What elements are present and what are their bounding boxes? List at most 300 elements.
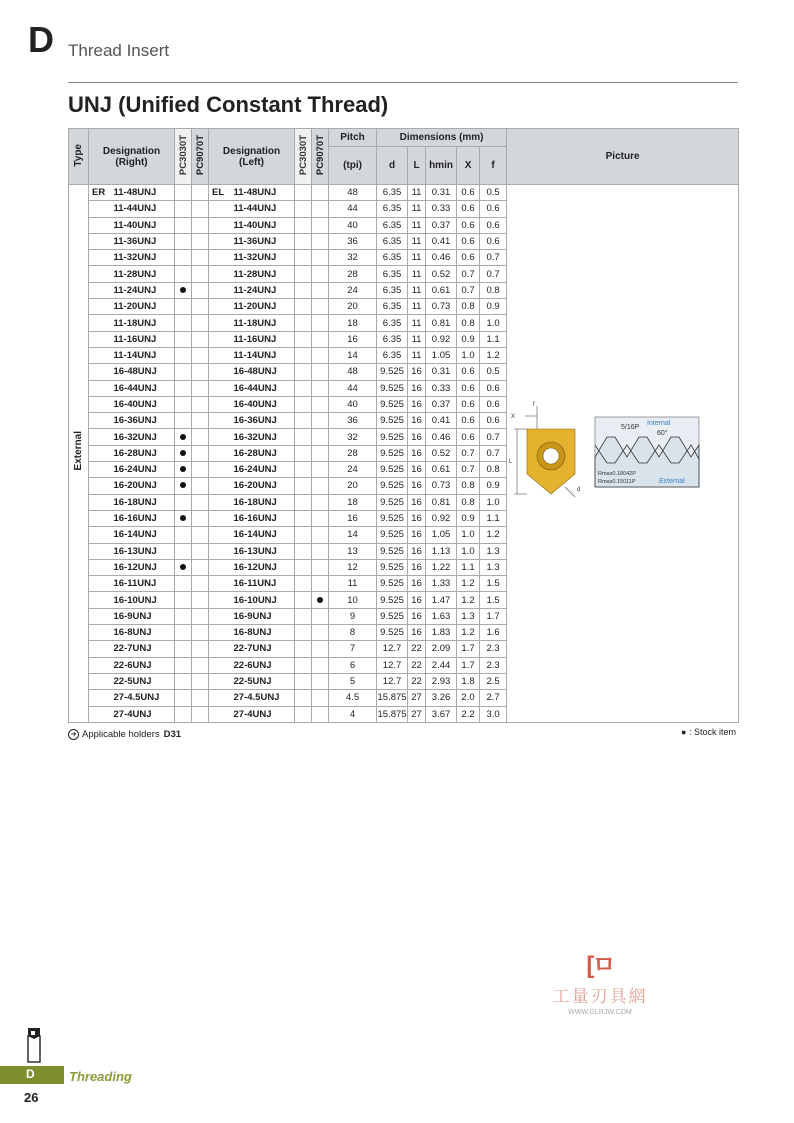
prefix-right (89, 527, 111, 543)
grade-pc3030t-left (295, 413, 312, 429)
designation-left: 11-40UNJ (231, 217, 295, 233)
pitch-cell: 9 (329, 608, 377, 624)
header-picture: Picture (507, 129, 739, 185)
x-cell: 0.7 (457, 266, 480, 282)
pitch-cell: 32 (329, 250, 377, 266)
d-cell: 9.525 (377, 608, 408, 624)
d-cell: 6.35 (377, 282, 408, 298)
prefix-left (209, 201, 231, 217)
grade-pc9070t-left (312, 510, 329, 526)
grade-pc3030t-left (295, 576, 312, 592)
designation-right: 11-28UNJ (111, 266, 175, 282)
hmin-cell: 2.93 (426, 673, 457, 689)
designation-right: 16-44UNJ (111, 380, 175, 396)
prefix-right (89, 657, 111, 673)
prefix-right (89, 673, 111, 689)
designation-right: 16-10UNJ (111, 592, 175, 608)
type-cell (69, 185, 89, 723)
designation-right: 22-6UNJ (111, 657, 175, 673)
designation-left: 16-44UNJ (231, 380, 295, 396)
x-cell: 0.6 (457, 380, 480, 396)
d-cell: 12.7 (377, 657, 408, 673)
f-cell: 1.1 (480, 331, 507, 347)
l-cell: 16 (408, 543, 426, 559)
grade-pc9070t-left (312, 315, 329, 331)
hmin-cell: 0.52 (426, 445, 457, 461)
type-label: External (73, 431, 84, 471)
pitch-cell: 14 (329, 527, 377, 543)
l-cell: 11 (408, 217, 426, 233)
hmin-cell: 0.73 (426, 299, 457, 315)
d-cell: 6.35 (377, 315, 408, 331)
grade-pc9070t-right (192, 690, 209, 706)
stock-dot-icon (180, 515, 186, 521)
f-cell: 0.5 (480, 364, 507, 380)
prefix-right (89, 201, 111, 217)
prefix-left (209, 543, 231, 559)
hmin-cell: 0.37 (426, 217, 457, 233)
designation-left: 11-28UNJ (231, 266, 295, 282)
grade-pc3030t-right (175, 576, 192, 592)
grade-pc3030t-right (175, 462, 192, 478)
f-cell: 1.5 (480, 592, 507, 608)
x-cell: 0.8 (457, 494, 480, 510)
grade-pc9070t-left (312, 364, 329, 380)
header-grade-pc3030t-right: PC3030T (175, 129, 192, 185)
pitch-cell: 28 (329, 445, 377, 461)
prefix-left (209, 641, 231, 657)
pitch-cell: 48 (329, 185, 377, 201)
x-cell: 0.6 (457, 217, 480, 233)
prefix-left (209, 673, 231, 689)
prefix-left (209, 592, 231, 608)
grade-pc3030t-left (295, 706, 312, 722)
prefix-left (209, 364, 231, 380)
f-cell: 0.9 (480, 478, 507, 494)
hmin-cell: 3.26 (426, 690, 457, 706)
d-cell: 9.525 (377, 413, 408, 429)
l-cell: 11 (408, 347, 426, 363)
prefix-left (209, 331, 231, 347)
section-letter: D (28, 19, 54, 60)
header-pitch: Pitch (329, 129, 377, 147)
prefix-right (89, 429, 111, 445)
hmin-cell: 0.52 (426, 266, 457, 282)
f-cell: 1.0 (480, 315, 507, 331)
f-cell: 2.3 (480, 657, 507, 673)
hmin-cell: 0.92 (426, 510, 457, 526)
hmin-cell: 0.46 (426, 429, 457, 445)
stock-dot-icon (180, 450, 186, 456)
stock-item-note: ● : Stock item (681, 727, 736, 737)
grade-pc3030t-left (295, 673, 312, 689)
designation-left: 22-5UNJ (231, 673, 295, 689)
f-cell: 0.8 (480, 282, 507, 298)
designation-right: 16-13UNJ (111, 543, 175, 559)
f-cell: 0.9 (480, 299, 507, 315)
header-x: X (457, 147, 480, 185)
x-cell: 1.3 (457, 608, 480, 624)
designation-right: 27-4.5UNJ (111, 690, 175, 706)
hmin-cell: 0.41 (426, 413, 457, 429)
grade-pc3030t-left (295, 347, 312, 363)
grade-pc9070t-right (192, 413, 209, 429)
unj-spec-table (68, 128, 739, 723)
prefix-right (89, 462, 111, 478)
prefix-left (209, 299, 231, 315)
f-cell: 0.6 (480, 233, 507, 249)
grade-pc3030t-right (175, 445, 192, 461)
grade-pc9070t-right (192, 559, 209, 575)
grade-pc9070t-right (192, 396, 209, 412)
designation-left: 16-20UNJ (231, 478, 295, 494)
grade-pc3030t-right (175, 690, 192, 706)
l-cell: 22 (408, 641, 426, 657)
grade-pc3030t-right (175, 185, 192, 201)
pitch-cell: 10 (329, 592, 377, 608)
grade-pc3030t-left (295, 690, 312, 706)
d-cell: 12.7 (377, 641, 408, 657)
d-cell: 6.35 (377, 266, 408, 282)
designation-right: 16-18UNJ (111, 494, 175, 510)
designation-left: 16-13UNJ (231, 543, 295, 559)
designation-right: 16-16UNJ (111, 510, 175, 526)
prefix-left (209, 576, 231, 592)
d-cell: 6.35 (377, 233, 408, 249)
section-tab-letter: D (26, 1067, 35, 1081)
hmin-cell: 1.05 (426, 347, 457, 363)
d-cell: 9.525 (377, 527, 408, 543)
header-d: d (377, 147, 408, 185)
grade-pc3030t-left (295, 657, 312, 673)
pitch-cell: 20 (329, 478, 377, 494)
f-cell: 0.7 (480, 445, 507, 461)
pitch-cell: 36 (329, 413, 377, 429)
x-cell: 0.6 (457, 233, 480, 249)
prefix-right (89, 494, 111, 510)
grade-pc3030t-left (295, 266, 312, 282)
hmin-cell: 1.13 (426, 543, 457, 559)
grade-pc3030t-right (175, 527, 192, 543)
grade-pc9070t-right (192, 364, 209, 380)
grade-pc9070t-left (312, 559, 329, 575)
l-cell: 16 (408, 576, 426, 592)
grade-pc3030t-left (295, 543, 312, 559)
grade-pc9070t-left (312, 185, 329, 201)
hmin-cell: 1.83 (426, 625, 457, 641)
grade-pc3030t-left (295, 185, 312, 201)
f-cell: 2.5 (480, 673, 507, 689)
grade-pc9070t-right (192, 706, 209, 722)
f-cell: 0.7 (480, 429, 507, 445)
d-cell: 6.35 (377, 331, 408, 347)
grade-pc9070t-right (192, 657, 209, 673)
designation-left: 11-20UNJ (231, 299, 295, 315)
designation-right: 11-18UNJ (111, 315, 175, 331)
designation-right: 16-48UNJ (111, 364, 175, 380)
stock-dot-icon (180, 287, 186, 293)
grade-pc9070t-right (192, 429, 209, 445)
x-cell: 1.1 (457, 559, 480, 575)
prefix-right (89, 706, 111, 722)
designation-right: 22-5UNJ (111, 673, 175, 689)
prefix-left (209, 315, 231, 331)
hmin-cell: 1.33 (426, 576, 457, 592)
f-cell: 1.0 (480, 494, 507, 510)
hmin-cell: 0.46 (426, 250, 457, 266)
grade-pc3030t-right (175, 625, 192, 641)
prefix-left (209, 266, 231, 282)
grade-pc9070t-left (312, 576, 329, 592)
designation-left: 16-24UNJ (231, 462, 295, 478)
l-cell: 16 (408, 608, 426, 624)
grade-pc9070t-right (192, 217, 209, 233)
grade-pc9070t-right (192, 592, 209, 608)
grade-pc9070t-right (192, 527, 209, 543)
prefix-right (89, 413, 111, 429)
watermark-url: WWW.GLRJW.COM (568, 1009, 632, 1016)
designation-left: 16-14UNJ (231, 527, 295, 543)
designation-left: 16-8UNJ (231, 625, 295, 641)
grade-pc9070t-right (192, 299, 209, 315)
grade-pc3030t-right (175, 299, 192, 315)
section-tab-title: Threading (69, 1069, 132, 1084)
stock-dot-icon (180, 482, 186, 488)
grade-pc3030t-left (295, 364, 312, 380)
designation-right: 16-32UNJ (111, 429, 175, 445)
dim-l-label: L (509, 458, 513, 465)
applicable-holders-label: Applicable holders (82, 729, 160, 741)
dim-x-label: X (511, 413, 516, 420)
prefix-left (209, 217, 231, 233)
header-grade-pc9070t-right: PC9070T (192, 129, 209, 185)
watermark-text: 工量刃具網 (552, 987, 648, 1006)
d-cell: 9.525 (377, 592, 408, 608)
designation-left: 11-14UNJ (231, 347, 295, 363)
prefix-right (89, 233, 111, 249)
prefix-left (209, 527, 231, 543)
grade-pc9070t-right (192, 331, 209, 347)
d-cell: 9.525 (377, 396, 408, 412)
prefix-left (209, 690, 231, 706)
prefix-right: ER (89, 185, 111, 201)
insert-diagram (507, 401, 739, 501)
grade-pc3030t-right (175, 429, 192, 445)
hmin-cell: 0.31 (426, 185, 457, 201)
grade-pc9070t-left (312, 413, 329, 429)
l-cell: 16 (408, 462, 426, 478)
grade-pc9070t-left (312, 282, 329, 298)
grade-pc9070t-left (312, 250, 329, 266)
pitch-cell: 4 (329, 706, 377, 722)
x-cell: 1.2 (457, 576, 480, 592)
grade-pc3030t-left (295, 641, 312, 657)
grade-pc9070t-left (312, 396, 329, 412)
grade-pc9070t-left (312, 625, 329, 641)
prefix-left (209, 559, 231, 575)
grade-pc3030t-right (175, 494, 192, 510)
grade-pc3030t-left (295, 592, 312, 608)
x-cell: 0.6 (457, 429, 480, 445)
prefix-right (89, 592, 111, 608)
grade-pc9070t-left (312, 673, 329, 689)
hmin-cell: 0.81 (426, 315, 457, 331)
hmin-cell: 0.37 (426, 396, 457, 412)
prefix-left (209, 413, 231, 429)
pitch-cell: 5 (329, 673, 377, 689)
f-cell: 0.5 (480, 185, 507, 201)
l-cell: 16 (408, 445, 426, 461)
prefix-right (89, 364, 111, 380)
grade-pc9070t-left (312, 543, 329, 559)
prefix-right (89, 559, 111, 575)
designation-right: 11-36UNJ (111, 233, 175, 249)
grade-pc9070t-left (312, 608, 329, 624)
x-cell: 0.7 (457, 462, 480, 478)
l-cell: 16 (408, 527, 426, 543)
l-cell: 11 (408, 201, 426, 217)
grade-pc3030t-right (175, 510, 192, 526)
grade-pc9070t-right (192, 625, 209, 641)
grade-pc3030t-right (175, 201, 192, 217)
designation-right: 16-40UNJ (111, 396, 175, 412)
grade-pc9070t-right (192, 266, 209, 282)
page-title: UNJ (Unified Constant Thread) (68, 92, 389, 117)
d-cell: 9.525 (377, 494, 408, 510)
l-cell: 16 (408, 396, 426, 412)
grade-pc9070t-right (192, 233, 209, 249)
f-cell: 1.5 (480, 576, 507, 592)
designation-right: 11-20UNJ (111, 299, 175, 315)
hmin-cell: 0.33 (426, 201, 457, 217)
designation-left: 11-48UNJ (231, 185, 295, 201)
grade-pc3030t-right (175, 380, 192, 396)
header-pitch-unit: (tpi) (329, 147, 377, 185)
prefix-left (209, 445, 231, 461)
l-cell: 11 (408, 250, 426, 266)
designation-left: 11-32UNJ (231, 250, 295, 266)
designation-left: 11-44UNJ (231, 201, 295, 217)
hmin-cell: 2.44 (426, 657, 457, 673)
prefix-right (89, 266, 111, 282)
grade-pc3030t-left (295, 217, 312, 233)
l-cell: 11 (408, 185, 426, 201)
designation-left: 27-4.5UNJ (231, 690, 295, 706)
header-dimensions: Dimensions (mm) (377, 129, 507, 147)
designation-right: 16-11UNJ (111, 576, 175, 592)
l-cell: 16 (408, 413, 426, 429)
hmin-cell: 0.81 (426, 494, 457, 510)
grade-pc9070t-right (192, 673, 209, 689)
designation-left: 16-16UNJ (231, 510, 295, 526)
applicable-holders-ref[interactable]: D31 (163, 729, 182, 741)
internal-label: Internal (647, 419, 671, 427)
prefix-left (209, 657, 231, 673)
prefix-right (89, 608, 111, 624)
l-cell: 16 (408, 559, 426, 575)
pitch-cell: 16 (329, 331, 377, 347)
grade-pc3030t-right (175, 673, 192, 689)
designation-right: 16-20UNJ (111, 478, 175, 494)
hmin-cell: 0.61 (426, 462, 457, 478)
prefix-left (209, 462, 231, 478)
grade-pc9070t-left (312, 592, 329, 608)
header-grade-pc9070t-left: PC9070T (312, 129, 329, 185)
grade-pc9070t-left (312, 478, 329, 494)
grade-pc9070t-left (312, 299, 329, 315)
prefix-left (209, 396, 231, 412)
d-cell: 12.7 (377, 673, 408, 689)
pitch-cell: 7 (329, 641, 377, 657)
f-cell: 0.6 (480, 413, 507, 429)
designation-left: 16-11UNJ (231, 576, 295, 592)
d-cell: 6.35 (377, 299, 408, 315)
l-cell: 27 (408, 690, 426, 706)
l-cell: 16 (408, 429, 426, 445)
prefix-right (89, 690, 111, 706)
pitch-cell: 48 (329, 364, 377, 380)
f-cell: 0.6 (480, 380, 507, 396)
hmin-cell: 3.67 (426, 706, 457, 722)
designation-left: 16-40UNJ (231, 396, 295, 412)
grade-pc9070t-right (192, 347, 209, 363)
f-cell: 0.6 (480, 396, 507, 412)
stock-dot-icon (180, 466, 186, 472)
grade-pc9070t-right (192, 641, 209, 657)
grade-pc9070t-left (312, 657, 329, 673)
pitch-cell: 6 (329, 657, 377, 673)
f-cell: 0.7 (480, 250, 507, 266)
x-cell: 0.6 (457, 413, 480, 429)
pitch-cell: 18 (329, 494, 377, 510)
d-cell: 6.35 (377, 185, 408, 201)
pitch-cell: 40 (329, 396, 377, 412)
watermark (530, 945, 670, 1016)
l-cell: 16 (408, 494, 426, 510)
pitch-fraction-label: 5/16P (621, 423, 640, 431)
x-cell: 2.2 (457, 706, 480, 722)
f-cell: 2.7 (480, 690, 507, 706)
arrow-right-icon: ➜ (68, 729, 79, 740)
grade-pc3030t-left (295, 315, 312, 331)
designation-left: 22-6UNJ (231, 657, 295, 673)
designation-left: 16-36UNJ (231, 413, 295, 429)
header-hmin: hmin (426, 147, 457, 185)
pitch-cell: 4.5 (329, 690, 377, 706)
pitch-cell: 20 (329, 299, 377, 315)
prefix-right (89, 250, 111, 266)
grade-pc9070t-right (192, 282, 209, 298)
x-cell: 1.7 (457, 657, 480, 673)
grade-pc3030t-right (175, 543, 192, 559)
l-cell: 27 (408, 706, 426, 722)
designation-left: 11-18UNJ (231, 315, 295, 331)
designation-left: 22-7UNJ (231, 641, 295, 657)
rmax-external-label: Rmax0.15011P (598, 478, 636, 485)
prefix-right (89, 478, 111, 494)
grade-pc3030t-left (295, 559, 312, 575)
pitch-cell: 14 (329, 347, 377, 363)
hmin-cell: 1.63 (426, 608, 457, 624)
prefix-left (209, 250, 231, 266)
grade-pc9070t-left (312, 380, 329, 396)
prefix-right (89, 396, 111, 412)
f-cell: 1.3 (480, 543, 507, 559)
grade-pc9070t-right (192, 201, 209, 217)
grade-pc3030t-right (175, 266, 192, 282)
designation-left: 16-28UNJ (231, 445, 295, 461)
section-title: Thread Insert (68, 41, 170, 60)
